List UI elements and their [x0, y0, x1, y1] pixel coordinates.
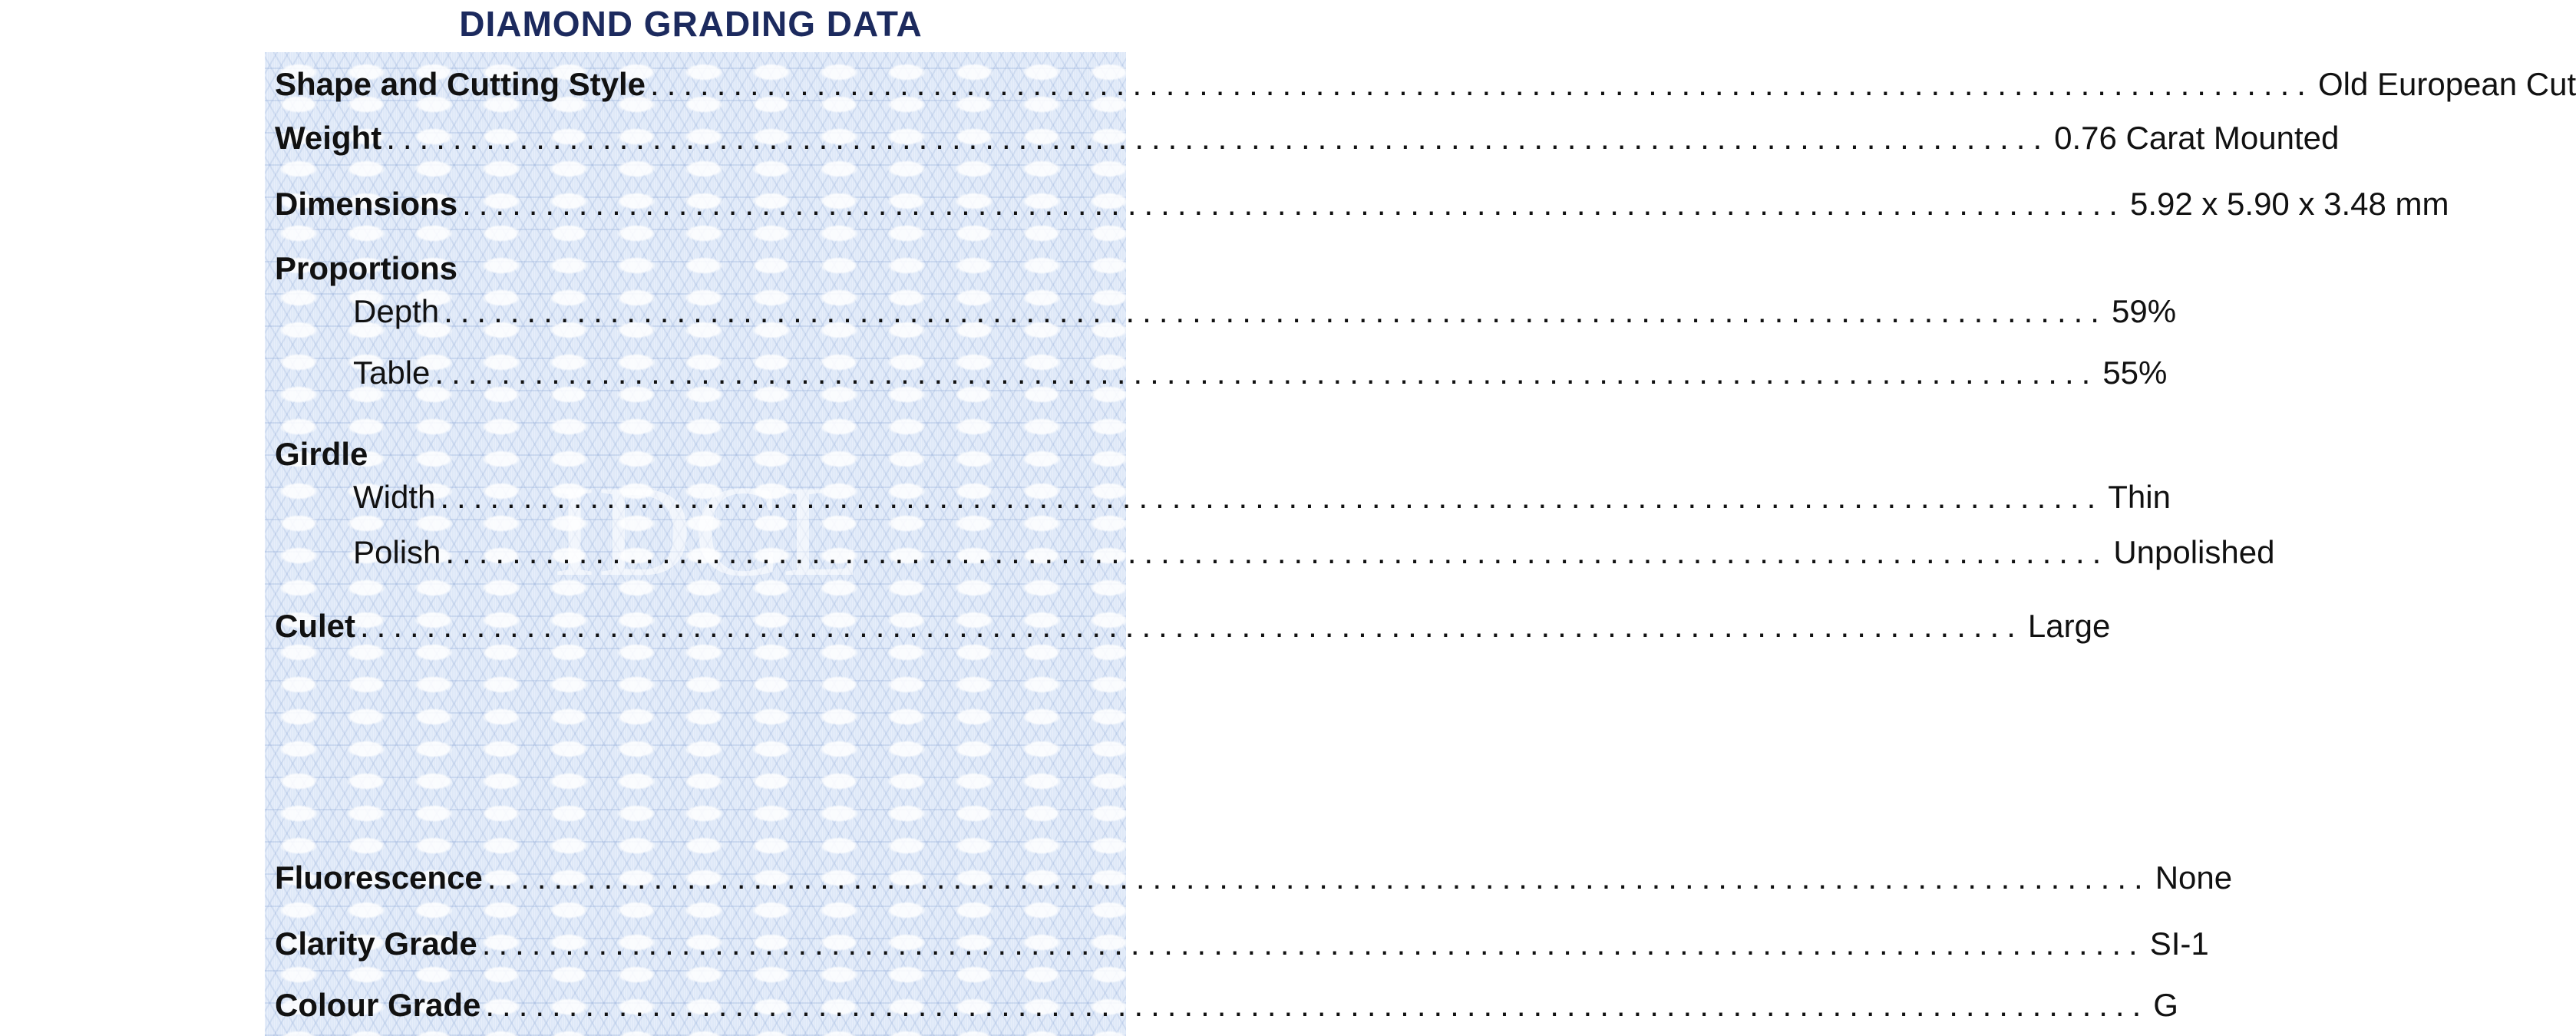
leader-dots: ....................................................................................................	[444, 293, 2107, 329]
girdle-width-value: Thin	[2108, 479, 2171, 515]
colour-row	[275, 987, 2178, 1033]
fluorescence-label: Fluorescence	[275, 859, 483, 896]
leader-dots: ....................................................................................................	[440, 479, 2104, 515]
shape-label: Shape and Cutting Style	[275, 66, 646, 102]
girdle-polish-row	[353, 534, 2275, 580]
culet-label: Culet	[275, 608, 355, 644]
girdle-polish-label: Polish	[353, 534, 441, 570]
proportions-heading: Proportions	[275, 250, 457, 286]
dimensions-label: Dimensions	[275, 186, 458, 222]
leader-dots: ....................................................................................................	[360, 608, 2023, 644]
dimensions-row	[275, 186, 2449, 232]
leader-dots: ....................................................................................................	[481, 925, 2145, 962]
culet-row	[275, 608, 2111, 654]
girdle-heading: Girdle	[275, 436, 368, 472]
shape-value: Old European Cut	[2317, 66, 2576, 102]
culet-value: Large	[2027, 608, 2111, 644]
weight-label: Weight	[275, 120, 382, 156]
depth-row	[353, 293, 2177, 339]
table-row	[353, 355, 2168, 401]
girdle-width-row	[353, 479, 2171, 525]
leader-dots: ....................................................................................................	[487, 859, 2151, 896]
clarity-value: SI-1	[2149, 925, 2209, 962]
leader-dots: ....................................................................................................	[462, 186, 2125, 222]
colour-value: G	[2153, 987, 2178, 1023]
shape-row	[275, 66, 2576, 112]
clarity-label: Clarity Grade	[275, 925, 477, 962]
fluorescence-row	[275, 859, 2233, 906]
leader-dots: ....................................................................................................	[445, 534, 2109, 570]
girdle-polish-value: Unpolished	[2113, 534, 2275, 570]
leader-dots: ....................................................................................................	[650, 66, 2313, 102]
page-title: DIAMOND GRADING DATA	[459, 4, 923, 44]
leader-dots: ....................................................................................................	[386, 120, 2050, 156]
depth-value: 59%	[2111, 293, 2177, 329]
fluorescence-value: None	[2155, 859, 2233, 896]
leader-dots: ....................................................................................................	[485, 987, 2149, 1023]
dimensions-value: 5.92 x 5.90 x 3.48 mm	[2129, 186, 2449, 222]
table-value: 55%	[2102, 355, 2168, 391]
table-label: Table	[353, 355, 431, 391]
depth-label: Depth	[353, 293, 440, 329]
girdle-width-label: Width	[353, 479, 436, 515]
weight-row	[275, 120, 2340, 166]
clarity-row	[275, 925, 2209, 972]
weight-value: 0.76 Carat Mounted	[2054, 120, 2340, 156]
watermark-logo: IDCL	[553, 459, 864, 603]
leader-dots: ....................................................................................................	[434, 355, 2099, 391]
colour-label: Colour Grade	[275, 987, 481, 1023]
